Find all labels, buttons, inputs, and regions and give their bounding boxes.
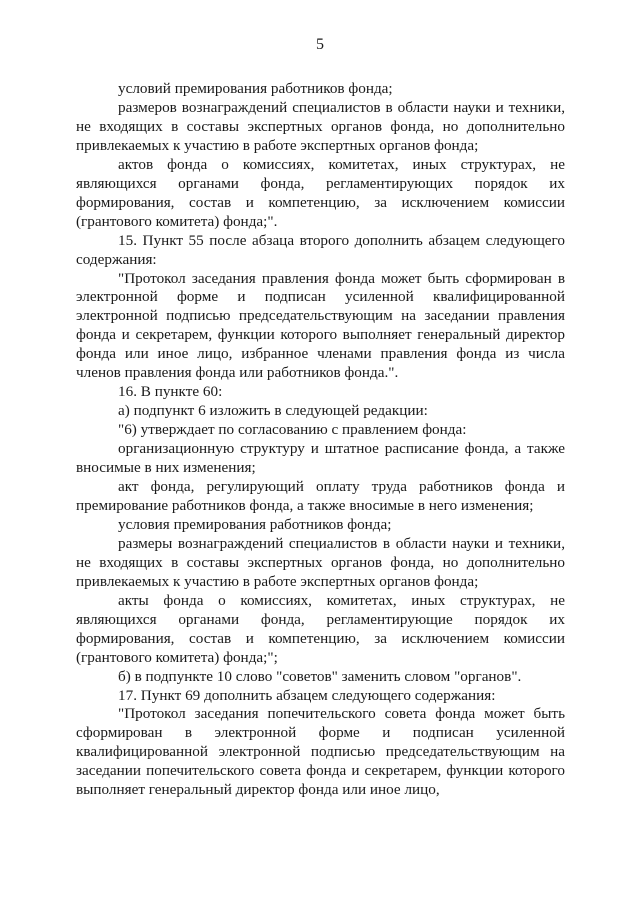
paragraph: "6) утверждает по согласованию с правлением фонда:	[118, 421, 467, 439]
paragraph: "Протокол заседания правления фонда может быть сформирован в электронной форме и подписан усиленной квалифицированной электронной подписью председательствующим на заседании правления фонда и секретарем, функции которого выполняет генеральный директор фонда или иное лицо, избранное членами правления фонда из числа членов правления фонда или работников фонда.".	[76, 269, 565, 382]
paragraph: организационную структуру и штатное расписание фонда, а также вносимые в них изменения;	[76, 440, 565, 477]
paragraph: условий премирования работников фонда;	[118, 80, 393, 97]
paragraph: размеры вознаграждений специалистов в области науки и техники, не входящих в составы экспертных органов фонда, но дополнительно привлекаемых к участию в работе экспертных органов фонда;	[76, 534, 565, 590]
paragraph: 16. В пункте 60:	[118, 383, 223, 401]
paragraph: б) в подпункте 10 слово "советов" заменить словом "органов".	[118, 667, 522, 685]
paragraph: 15. Пункт 55 после абзаца второго дополнить абзацем следующего содержания:	[76, 231, 565, 268]
paragraph: условия премирования работников фонда;	[118, 515, 392, 533]
paragraph: актов фонда о комиссиях, комитетах, иных структурах, не являющихся органами фонда, регламентирующих порядок их формирования, состав и компетенцию, за исключением комиссии (грантового комитета) фонда;".	[76, 155, 565, 230]
paragraph: размеров вознаграждений специалистов в области науки и техники, не входящих в составы экспертных органов фонда, но дополнительно привлекаемых к участию в работе экспертных органов фонда;	[76, 98, 565, 154]
paragraph: 17. Пункт 69 дополнить абзацем следующего содержания:	[118, 686, 496, 704]
document-body	[76, 80, 565, 800]
paragraph: акт фонда, регулирующий оплату труда работников фонда и премирование работников фонда, а также вносимые в него изменения;	[76, 478, 565, 514]
page-number: 5	[316, 36, 324, 53]
paragraph: акты фонда о комиссиях, комитетах, иных структурах, не являющихся органами фонда, регламентирующие порядок их формирования, состав и компетенцию, за исключением комиссии (грантового комитета) фонда;";	[76, 591, 565, 666]
paragraph: "Протокол заседания попечительского совета фонда может быть сформирован в электронной форме и подписан усиленной квалифицированной электронной подписью председательствующим на заседании попечительского совета фонда и секретарем, функции которого выполняет генеральный директор фонда или иное лицо,	[76, 705, 565, 799]
paragraph: а) подпункт 6 изложить в следующей редакции:	[118, 402, 428, 420]
